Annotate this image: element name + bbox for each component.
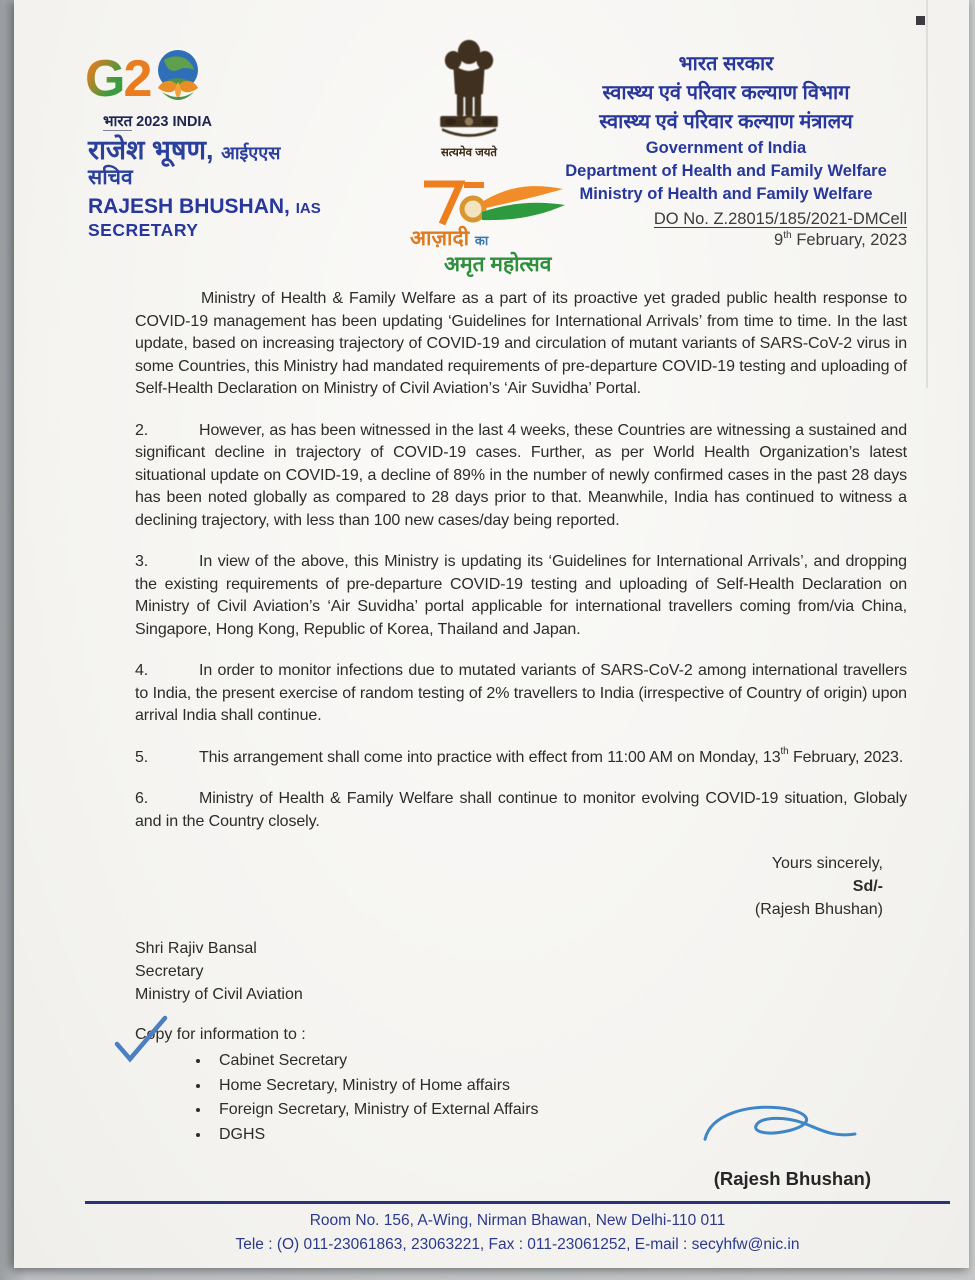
govt-of-india-hindi: भारत सरकार: [678, 53, 774, 75]
copy-heading: [135, 1026, 306, 1044]
officer-name-hindi: [88, 134, 321, 166]
g20-letter-g: G: [85, 49, 124, 108]
copy-item: • Cabinet Secretary: [211, 1049, 907, 1074]
paragraph-4-text: In order to monitor infections due to mutated variants of SARS-CoV-2 among international travellers to India, the present exercise of random testing of 2% travellers to India (irrespective of Country of origin) upon arrival India shall continue.: [135, 662, 907, 724]
paragraph-2-number: 2.: [135, 421, 149, 439]
paragraph-4-number: 4.: [135, 662, 149, 679]
copy-item: • DGHS: [211, 1123, 907, 1148]
paragraph-5-text-b: February, 2023.: [788, 748, 904, 766]
ministry-hindi: स्वास्थ्य एवं परिवार कल्याण मंत्रालय: [599, 111, 853, 133]
paragraph-2-text: However, as has been witnessed in the last 4 weeks, these Countries are witnessing a sustained and significant decline in trajectory of COVID-19 cases. Further, as per World Health Organization’s latest situational update on COVID-19, a decline of 89% in the number of newly confirmed cases in the past 28 days has been noted globally as compared to 28 days prior to that. Meanwhile, India has continued to witness a declining trajectory, with less than 100 new cases/day being reported.: [135, 421, 907, 529]
officer-name-english: [88, 195, 321, 218]
officer-name-english-text: RAJESH BHUSHAN,: [88, 194, 290, 218]
reference-number-text: DO No. Z.28015/185/2021-DMCell: [653, 210, 907, 229]
paragraph-5-number: 5.: [135, 748, 149, 766]
officer-name-hindi-text: राजेश भूषण,: [88, 135, 214, 165]
paragraph-6-number: 6.: [135, 790, 149, 807]
g20-tagline-year: 2023 INDIA: [136, 114, 212, 130]
footer-address-block: [85, 1209, 950, 1257]
letter-reference-number: [545, 210, 907, 229]
g20-tagline: [103, 111, 255, 131]
government-header-block: [545, 50, 907, 250]
officer-cadre-hindi: आईएएस: [221, 143, 281, 163]
govt-of-india-english: Government of India: [645, 139, 807, 157]
paragraph-5-text-a: This arrangement shall come into practice with effect from 11:00 AM on Monday, 13: [199, 748, 781, 766]
copy-item: • Home Secretary, Ministry of Home affairs: [211, 1074, 907, 1099]
date-day: 9: [774, 231, 784, 250]
sd-mark: Sd/-: [852, 878, 883, 895]
ministry-english: Ministry of Health and Family Welfare: [579, 185, 873, 204]
g20-tagline-bharat: भारत: [103, 113, 133, 130]
national-emblem: [423, 38, 515, 160]
copy-heading-text: Copy for information to :: [135, 1026, 306, 1043]
azadi-75-flag-icon: [416, 176, 566, 228]
paper-fold-line: [926, 0, 928, 388]
addressee-block: [135, 937, 907, 1006]
earth-globe-lotus-icon: [152, 48, 204, 109]
paragraph-2: [135, 420, 907, 533]
footer-divider: [85, 1201, 950, 1204]
paragraph-6: [135, 788, 907, 833]
ashoka-lion-capital-icon: [426, 38, 512, 142]
checkmark-icon: [113, 1014, 169, 1071]
letter-body: [135, 288, 907, 1147]
date-month-year: February, 2023: [791, 231, 907, 250]
footer-address: Room No. 156, A-Wing, Nirman Bhawan, New Delhi-110 011: [309, 1212, 726, 1229]
azadi-line2: अमृत महोत्सव: [444, 253, 552, 276]
addressee-title: Secretary: [135, 963, 204, 980]
officer-post-english: SECRETARY: [88, 219, 199, 240]
letter-page: [14, 0, 969, 1268]
paragraph-1: [135, 288, 907, 401]
paragraph-6-text: Ministry of Health & Family Welfare shall continue to monitor evolving COVID-19 situation, Globaly and in the Country closely.: [135, 790, 907, 830]
g20-logo-row: [85, 48, 255, 109]
copy-item: • Foreign Secretary, Ministry of External Affairs: [211, 1098, 907, 1123]
letter-date-text: [774, 231, 907, 249]
signature-scribble: [696, 1100, 861, 1167]
paragraph-3: [135, 551, 907, 641]
paragraph-1-text: Ministry of Health & Family Welfare as a part of its proactive yet graded public health response to COVID-19 management has been updating ‘Guidelines for International Arrivals’ from time to time. In the last update, based on increasing trajectory of COVID-19 and circulation of mutant variants of SARS-CoV-2 virus in some Countries, this Ministry had mandated requirements of pre-departure COVID-19 testing and uploading of Self-Health Declaration on Ministry of Civil Aviation’s ‘Air Suvidha’ Portal.: [135, 290, 907, 397]
date-ordinal: th: [783, 229, 792, 241]
department-hindi: स्वास्थ्य एवं परिवार कल्याण विभाग: [602, 82, 850, 104]
g20-digit-2: 2: [123, 49, 151, 108]
addressee-name: Shri Rajiv Bansal: [135, 940, 257, 957]
officer-post-hindi: सचिव: [88, 166, 133, 190]
paragraph-4: [135, 660, 907, 728]
letter-date: [545, 231, 907, 250]
officer-cadre-english: IAS: [295, 199, 321, 217]
signature-printed-name: (Rajesh Bhushan): [713, 1168, 871, 1189]
azadi-ka-word: का: [474, 233, 489, 248]
paragraph-3-number: 3.: [135, 553, 149, 570]
signoff-name: (Rajesh Bhushan): [754, 901, 883, 918]
yours-sincerely: Yours sincerely,: [771, 855, 883, 872]
azadi-word: आज़ादी: [410, 227, 470, 250]
paragraph-5: [135, 747, 907, 770]
paragraph-3-text: In view of the above, this Ministry is updating its ‘Guidelines for International Arrivals’, and dropping the existing requirements of pre-departure COVID-19 testing and uploading of Self-Health Declaration on Ministry of Civil Aviation’s ‘Air Suvidha’ portal applicable for international travellers coming from/via China, Singapore, Hong Kong, Republic of Korea, Thailand and Japan.: [135, 553, 907, 638]
footer-contacts: Tele : (O) 011-23061863, 23063221, Fax : 011-23061252, E-mail : secyhfw@nic.in: [235, 1236, 800, 1253]
g20-india-logo: [85, 48, 255, 131]
department-english: Department of Health and Family Welfare: [565, 162, 887, 181]
addressee-ministry: Ministry of Civil Aviation: [135, 986, 303, 1003]
signoff-block: [135, 852, 907, 921]
scan-artifact-dot: [916, 16, 925, 25]
satyameva-jayate-motto: सत्यमेव जयते: [440, 147, 497, 159]
officer-name-block: [88, 134, 321, 241]
paragraph-5-ordinal: th: [780, 746, 789, 758]
